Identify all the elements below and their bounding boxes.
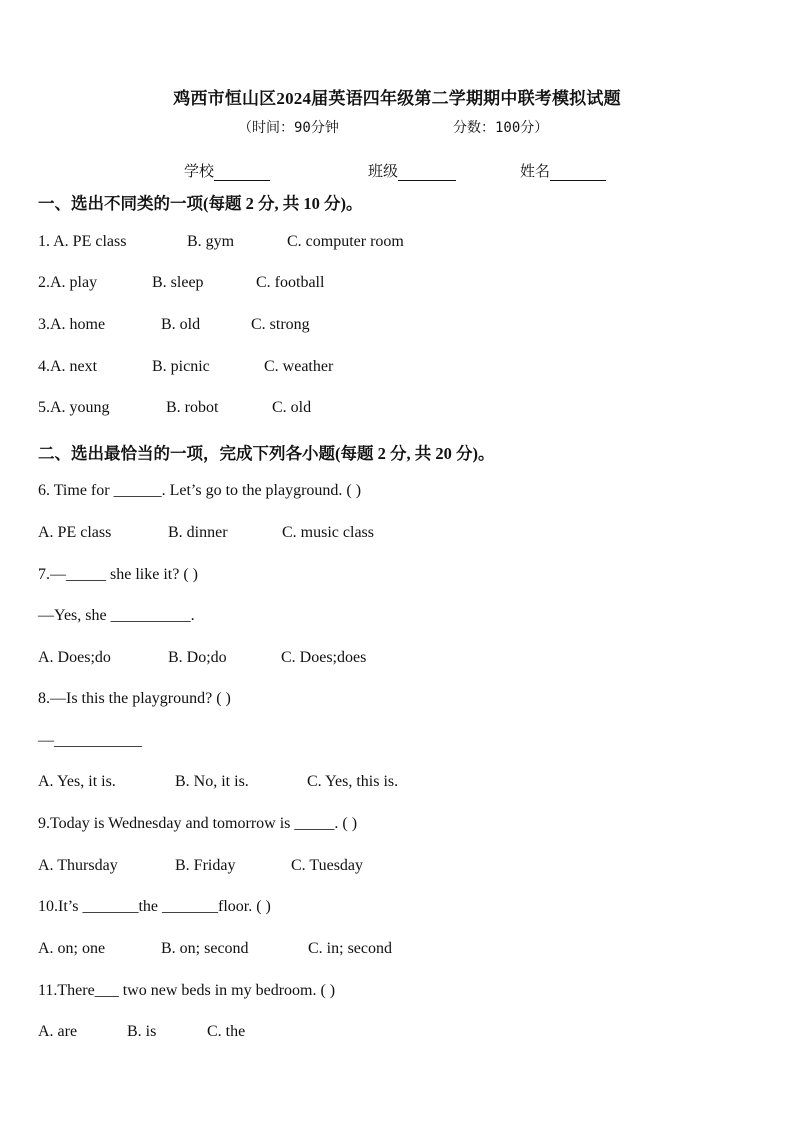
- question-7-a: A. Does;do: [38, 649, 111, 666]
- question-6-b: B. dinner: [168, 524, 228, 541]
- question-7-b: B. Do;do: [168, 649, 227, 666]
- exam-score: 分数：100分）: [453, 120, 549, 136]
- class-blank[interactable]: [398, 166, 456, 181]
- question-11: 11.There___ two new beds in my bedroom. ( ): [38, 982, 336, 999]
- question-2-b: B. sleep: [152, 274, 204, 291]
- school-label: 学校: [184, 164, 215, 180]
- question-11-a: A. are: [38, 1023, 78, 1040]
- question-2-c: C. football: [256, 274, 325, 291]
- school-field: [184, 160, 270, 181]
- question-8-answer: —___________: [38, 732, 142, 749]
- question-10-a: A. on; one: [38, 940, 106, 957]
- question-11-b: B. is: [127, 1023, 157, 1040]
- question-9: 9.Today is Wednesday and tomorrow is _____. ( ): [38, 815, 358, 832]
- question-1-a: 1. A. PE class: [38, 233, 127, 250]
- school-blank[interactable]: [214, 166, 270, 181]
- question-8-b: B. No, it is.: [175, 773, 249, 790]
- section-1-heading: 一、选出不同类的一项(每题 2 分, 共 10 分)。: [38, 194, 363, 213]
- question-1-c: C. computer room: [287, 233, 404, 250]
- section-2-heading: 二、选出最恰当的一项，完成下列各小题(每题 2 分, 共 20 分)。: [38, 444, 495, 463]
- question-6-a: A. PE class: [38, 524, 112, 541]
- question-4-b: B. picnic: [152, 358, 210, 375]
- question-8-c: C. Yes, this is.: [307, 773, 399, 790]
- question-5-b: B. robot: [166, 399, 219, 416]
- name-field: [520, 160, 606, 181]
- question-3-c: C. strong: [251, 316, 310, 333]
- question-9-c: C. Tuesday: [291, 857, 364, 874]
- question-8-a: A. Yes, it is.: [38, 773, 116, 790]
- question-7-c: C. Does;does: [281, 649, 367, 666]
- question-7: 7.—_____ she like it? ( ): [38, 566, 198, 583]
- question-10-c: C. in; second: [308, 940, 392, 957]
- question-3-b: B. old: [161, 316, 201, 333]
- class-field: [368, 160, 456, 181]
- question-5-c: C. old: [272, 399, 312, 416]
- question-11-c: C. the: [207, 1023, 246, 1040]
- question-6-c: C. music class: [282, 524, 374, 541]
- question-8: 8.—Is this the playground? ( ): [38, 690, 231, 707]
- question-9-a: A. Thursday: [38, 857, 118, 874]
- exam-title: 鸡西市恒山区2024届英语四年级第二学期期中联考模拟试题: [173, 89, 621, 108]
- question-5-a: 5.A. young: [38, 399, 110, 416]
- exam-time: （时间：90分钟: [238, 120, 339, 136]
- question-4-a: 4.A. next: [38, 358, 98, 375]
- question-1-b: B. gym: [187, 233, 235, 250]
- question-10: 10.It’s _______the _______floor. ( ): [38, 898, 271, 915]
- question-3-a: 3.A. home: [38, 316, 106, 333]
- question-9-b: B. Friday: [175, 857, 236, 874]
- class-label: 班级: [368, 164, 399, 180]
- name-label: 姓名: [520, 164, 551, 180]
- question-7-answer: —Yes, she __________.: [38, 607, 195, 624]
- question-4-c: C. weather: [264, 358, 334, 375]
- question-10-b: B. on; second: [161, 940, 249, 957]
- question-2-a: 2.A. play: [38, 274, 98, 291]
- question-6: 6. Time for ______. Let’s go to the playground. ( ): [38, 482, 362, 499]
- name-blank[interactable]: [550, 166, 606, 181]
